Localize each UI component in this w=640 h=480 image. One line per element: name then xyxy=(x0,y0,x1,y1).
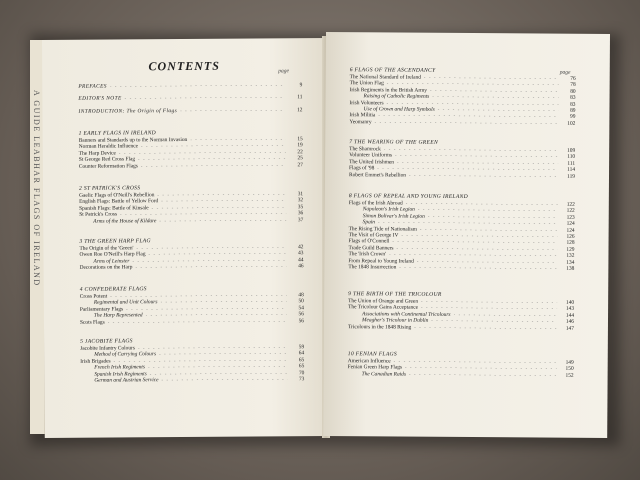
dot-leader xyxy=(125,95,286,103)
contents-section xyxy=(348,350,574,379)
section-heading: 6 FLAGS OF THE ASCENDANCY xyxy=(349,67,436,74)
toc-page-number: 9 xyxy=(299,82,303,89)
toc-entry-title: German and Austrian Service xyxy=(94,377,159,384)
dot-leader xyxy=(409,371,557,378)
toc-entry-title: Decorations on the Harp xyxy=(79,264,133,271)
section-heading: 8 FLAGS OF REPEAL AND YOUNG IRELAND xyxy=(348,193,468,201)
toc-page-number: 50 xyxy=(298,298,304,305)
toc-entry-title: Tricolours in the 1848 Rising xyxy=(347,323,412,331)
toc-page-number: 54 xyxy=(298,304,304,311)
toc-page-number: 64 xyxy=(298,350,305,357)
toc-page-number: 140 xyxy=(566,299,575,306)
toc-entry-title: Irish Militia xyxy=(349,112,376,119)
toc-entry-title: The United Irishmen xyxy=(349,158,395,166)
dot-leader xyxy=(161,376,287,383)
toc-page-number: 12 xyxy=(297,106,303,114)
toc-entry-title: Simon Bolivar's Irish Legion xyxy=(362,213,425,220)
toc-page-number: 42 xyxy=(298,244,304,251)
toc-entry-title: Regimental and Unit Colours xyxy=(93,299,158,307)
toc-page-number: 80 xyxy=(570,88,576,95)
toc-page-number: 70 xyxy=(298,369,305,376)
toc-entry xyxy=(80,376,304,384)
toc-entry-title: The Canadian Raids xyxy=(361,371,406,378)
toc-page-number: 122 xyxy=(566,208,575,215)
toc-page-number: 132 xyxy=(566,252,575,259)
toc-page-number: 25 xyxy=(297,155,303,162)
dot-leader xyxy=(399,264,557,272)
toc-page-number: 128 xyxy=(566,240,575,247)
contents-section xyxy=(348,290,574,332)
toc-page-number: 124 xyxy=(566,227,575,234)
toc-page-number: 44 xyxy=(298,256,304,263)
toc-entry-title: Parliamentary Flags xyxy=(79,306,124,313)
toc-page-number: 43 xyxy=(298,250,304,257)
toc-page-number: 99 xyxy=(570,114,576,121)
toc-entry-title: The 1848 Insurrection xyxy=(348,264,397,271)
toc-entry-title: Spanish Flags: Battle of Kinsale xyxy=(79,205,149,212)
toc-entry-title: Irish Volunteers xyxy=(349,99,384,106)
contents-section xyxy=(349,138,575,180)
dot-leader xyxy=(159,217,286,224)
toc-page-number: 22 xyxy=(297,148,303,156)
toc-entry-title: Scots Flags xyxy=(79,319,105,326)
right-page xyxy=(323,32,610,438)
toc-entry-title: Spain xyxy=(362,219,375,226)
toc-page-number: 15 xyxy=(297,136,303,143)
toc-page-number: 56 xyxy=(298,317,304,324)
toc-entry xyxy=(78,107,302,115)
toc-entry-title: Cross Potent xyxy=(79,293,108,300)
spine-text: A GUIDE LEABHAR FLAGS OF IRELAND xyxy=(32,90,41,287)
dot-leader xyxy=(141,162,286,169)
toc-entry-title: PREFACES xyxy=(78,83,107,90)
section-heading: 9 THE BIRTH OF THE TRICOLOUR xyxy=(348,291,442,298)
toc-page-number: 146 xyxy=(565,318,575,325)
toc-entry-title: The Union Flag xyxy=(349,80,384,87)
dot-leader xyxy=(375,119,559,127)
toc-entry-title: Flags of the Irish Abroad xyxy=(348,200,403,207)
toc-entry-title: St George Red Cross Flag xyxy=(78,156,136,163)
toc-page-number: 126 xyxy=(566,233,575,240)
toc-page-number: 111 xyxy=(567,160,576,167)
toc-entry-title: The Harp Represented xyxy=(93,312,143,319)
contents-title: CONTENTS xyxy=(148,58,220,74)
toc-entry-title: The Origin of the 'Green' xyxy=(79,245,134,252)
toc-entry-title: Raising of Catholic Regiments xyxy=(363,93,430,100)
toc-entry-title: The Harp Device xyxy=(78,150,116,157)
toc-page-number: 109 xyxy=(567,147,576,154)
toc-entry xyxy=(80,318,304,326)
toc-entry xyxy=(348,371,574,379)
section-heading: 7 THE WEARING OF THE GREEN xyxy=(349,139,439,146)
toc-page-number: 150 xyxy=(565,366,574,373)
toc-entry-title: The Rising Tide of Nationalism xyxy=(348,225,417,233)
toc-page-number: 37 xyxy=(297,216,304,223)
toc-entry-title: Trade Guild Banners xyxy=(348,244,394,252)
toc-page-number: 143 xyxy=(565,306,575,313)
toc-page-number: 114 xyxy=(567,166,576,173)
toc-page-number: 35 xyxy=(297,203,304,210)
toc-page-number: 83 xyxy=(570,94,576,101)
toc-page-number: 144 xyxy=(565,312,575,319)
dot-leader xyxy=(409,172,558,179)
toc-page-number: 19 xyxy=(297,142,303,149)
left-page xyxy=(42,38,329,438)
contents-section xyxy=(349,66,575,127)
toc-entry-title: The Shamrock xyxy=(349,146,381,153)
toc-entry xyxy=(78,82,302,90)
toc-page-number: 122 xyxy=(566,201,575,208)
toc-page-number: 138 xyxy=(566,265,575,272)
toc-entry-title: French Irish Regiments xyxy=(94,364,146,371)
dot-leader xyxy=(414,324,557,331)
toc-page-number: 56 xyxy=(298,311,304,318)
toc-page-number: 48 xyxy=(298,292,304,299)
toc-entry-title: Associations with Continental Tricolours xyxy=(362,311,451,318)
toc-page-number: 73 xyxy=(298,376,305,383)
toc-entry-title: Banners and Standards up to the Norman Invasion xyxy=(78,136,188,144)
toc-entry-title: Napoleon's Irish Legion xyxy=(362,206,415,214)
toc-entry-title: Arms of the House of Kildare xyxy=(93,217,157,225)
dot-leader xyxy=(108,318,287,326)
section-heading: 3 THE GREEN HARP FLAG xyxy=(79,238,151,245)
toc-page-number: 65 xyxy=(298,356,305,363)
toc-entry-title: Arms of Leinster xyxy=(93,258,130,265)
toc-entry-title: Fenian Green Harp Flags xyxy=(347,364,403,371)
toc-page-number: 134 xyxy=(566,259,575,266)
toc-page-number: 27 xyxy=(297,161,303,168)
toc-page-number: 46 xyxy=(298,263,304,270)
toc-entry-title: The 'Irish Crown' xyxy=(348,251,387,258)
toc-page-number: 31 xyxy=(297,191,304,198)
toc-entry-title: The Union of Orange and Green xyxy=(348,298,419,305)
toc-entry-title: Irish Brigades xyxy=(80,358,111,365)
page-column-label: page xyxy=(559,69,571,76)
toc-page-number: 32 xyxy=(297,197,304,204)
toc-entry xyxy=(348,264,574,272)
section-heading: 1 EARLY FLAGS IN IRELAND xyxy=(78,130,157,137)
toc-entry xyxy=(80,263,304,271)
toc-entry xyxy=(349,119,575,127)
toc-entry xyxy=(349,172,575,180)
section-heading: 10 FENIAN FLAGS xyxy=(347,351,398,358)
toc-entry-title: Yeomanry xyxy=(349,118,372,126)
toc-entry-title: Volunteer Uniforms xyxy=(349,152,393,159)
toc-page-number: 36 xyxy=(297,210,304,217)
section-heading: 5 JACOBITE FLAGS xyxy=(80,338,133,345)
top-entries xyxy=(78,82,302,121)
contents-section xyxy=(80,336,304,384)
toc-entry-title: Norman Heraldic Influence xyxy=(78,143,139,151)
toc-page-number: 149 xyxy=(565,359,574,366)
toc-entry-title: Jacobite Infantry Colours xyxy=(80,345,135,352)
toc-page-number: 124 xyxy=(566,220,575,227)
toc-page-number: 65 xyxy=(298,363,305,370)
toc-page-number: 76 xyxy=(570,75,576,82)
toc-page-number: 102 xyxy=(567,120,576,127)
page-column-label: page xyxy=(278,68,289,75)
toc-entry-title: Gaelic Flags of O'Neill's Rebellion xyxy=(79,192,155,199)
toc-page-number: 147 xyxy=(565,325,574,332)
toc-entry-title: Flags of '98 xyxy=(349,165,375,172)
toc-page-number: 119 xyxy=(567,173,576,180)
toc-page-number: 83 xyxy=(570,101,576,108)
toc-page-number: 78 xyxy=(570,82,576,89)
toc-page-number: 129 xyxy=(566,246,575,253)
section-heading: 2 ST PATRICK'S CROSS xyxy=(79,185,141,192)
toc-entry-title: Meagher's Tricolour in Dublin xyxy=(361,317,429,324)
contents-section xyxy=(348,192,575,272)
toc-entry-title: Flags of O'Connell xyxy=(348,238,390,245)
toc-entry xyxy=(78,95,302,103)
toc-page-number: 59 xyxy=(298,344,305,351)
toc-entry-title: Owen Roe O'Neill's Harp Flag xyxy=(79,251,146,259)
contents-section xyxy=(80,284,304,326)
toc-page-number: 152 xyxy=(565,372,574,379)
dot-leader xyxy=(180,107,285,114)
toc-page-number: 11 xyxy=(297,94,303,101)
toc-entry-title: Irish Regiments in the British Army xyxy=(349,86,428,94)
toc-entry-title: The Tricolour Gains Acceptance xyxy=(348,304,419,312)
dot-leader xyxy=(135,263,286,270)
toc-entry-title: Method of Carrying Colours xyxy=(94,351,157,359)
toc-entry-title: Counter Reformation Flags xyxy=(78,162,138,170)
toc-entry-title: The Visit of George IV xyxy=(348,232,399,239)
toc-page-number: 123 xyxy=(566,214,575,221)
toc-entry-title: The National Standard of Ireland xyxy=(349,74,421,81)
toc-entry-title: From Repeal to Young Ireland xyxy=(348,257,414,265)
contents-section xyxy=(79,183,303,225)
toc-entry xyxy=(79,217,303,225)
section-heading: 4 CONFEDERATE FLAGS xyxy=(79,286,147,293)
toc-entry-title: Spanish Irish Regiments xyxy=(94,370,147,378)
dot-leader xyxy=(110,82,285,90)
contents-section xyxy=(79,236,303,271)
toc-entry-title: American Influence xyxy=(347,358,391,365)
toc-page-number: 89 xyxy=(570,107,576,114)
toc-entry-title: INTRODUCTION: The Origin of Flags xyxy=(78,107,178,115)
toc-entry xyxy=(348,324,574,332)
toc-entry-title: St Patrick's Cross xyxy=(79,211,118,218)
toc-entry-title: English Flags: Battle of Yellow Ford xyxy=(79,198,159,206)
toc-page-number: 110 xyxy=(567,154,576,161)
toc-entry-title: Robert Emmet's Rebellion xyxy=(348,171,406,179)
contents-section xyxy=(79,128,303,170)
toc-entry-title: Use of Crown and Harp Symbols xyxy=(363,106,435,113)
toc-entry xyxy=(79,162,303,170)
toc-entry-title: EDITOR'S NOTE xyxy=(78,95,122,103)
